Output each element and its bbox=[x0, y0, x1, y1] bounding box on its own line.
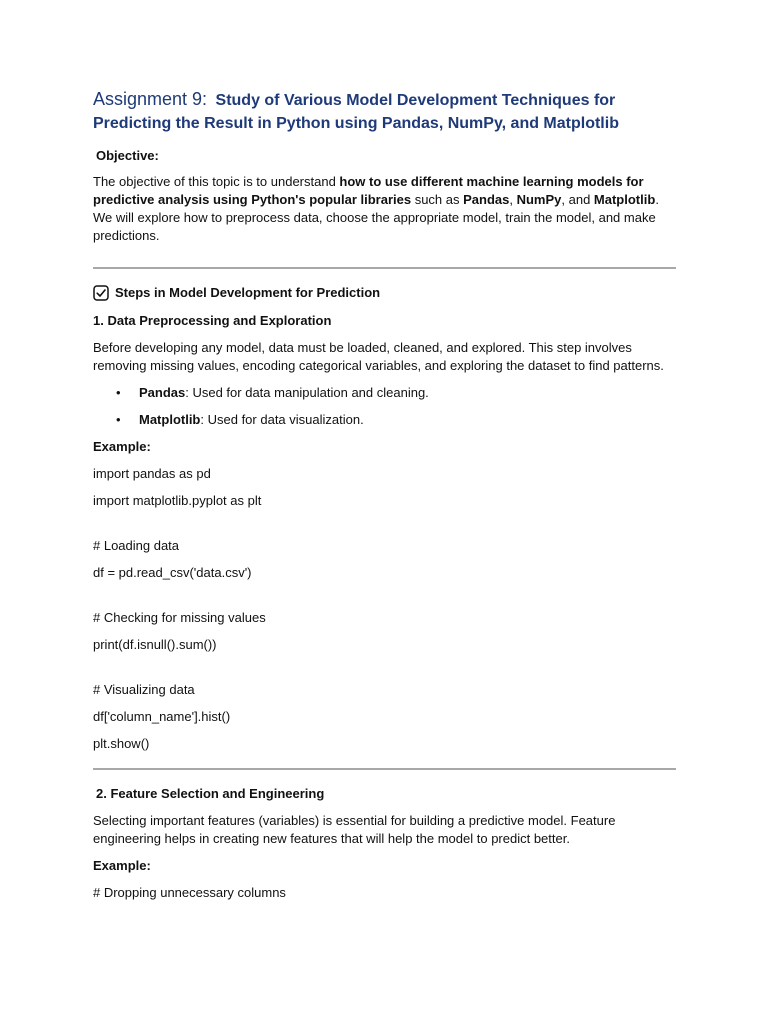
objective-text-3: . We will explore how to preprocess data, choose the appropriate model, train the model, and make predictions. bbox=[93, 192, 659, 243]
section-2-heading: 2. Feature Selection and Engineering bbox=[96, 786, 325, 801]
library-list bbox=[93, 384, 676, 429]
code-comment: # Dropping unnecessary columns bbox=[93, 885, 286, 900]
list-item-term: Matplotlib bbox=[139, 412, 201, 427]
code-line: df['column_name'].hist() bbox=[93, 709, 231, 724]
document-page bbox=[93, 88, 676, 911]
bullet-dot: • bbox=[116, 412, 121, 427]
code-line: print(df.isnull().sum()) bbox=[93, 637, 217, 652]
section-1-heading: 1. Data Preprocessing and Exploration bbox=[93, 313, 332, 328]
code-line: df = pd.read_csv('data.csv') bbox=[93, 565, 252, 580]
library-matplotlib: Matplotlib bbox=[593, 192, 656, 207]
blank-line bbox=[93, 663, 676, 681]
section-2-body: Selecting important features (variables) is essential for building a predictive model. Feature engineering helps in creating new features that will help the model to predict better. bbox=[93, 813, 616, 846]
list-item bbox=[93, 384, 676, 402]
assignment-number: Assignment 9: bbox=[93, 89, 208, 109]
title-line-1: Study of Various Model Development Techniques for bbox=[215, 92, 616, 109]
bullet-dot: • bbox=[116, 385, 121, 400]
checkbox-icon bbox=[93, 285, 109, 301]
example-label: Example: bbox=[93, 439, 151, 454]
code-comment: # Loading data bbox=[93, 538, 180, 553]
code-line: plt.show() bbox=[93, 736, 150, 751]
library-numpy: NumPy bbox=[516, 192, 562, 207]
title-line-2: Predicting the Result in Python using Pandas, NumPy, and Matplotlib bbox=[93, 115, 619, 132]
code-block bbox=[93, 465, 676, 753]
steps-heading bbox=[93, 284, 676, 302]
objective-sep-1: , bbox=[509, 192, 517, 207]
code-line: import matplotlib.pyplot as plt bbox=[93, 493, 262, 508]
library-pandas: Pandas bbox=[463, 192, 510, 207]
divider bbox=[93, 267, 676, 269]
code-line: import pandas as pd bbox=[93, 466, 211, 481]
objective-text-1: The objective of this topic is to understand bbox=[93, 174, 340, 189]
list-item-text: : Used for data manipulation and cleaning. bbox=[185, 385, 429, 400]
code-comment: # Checking for missing values bbox=[93, 610, 266, 625]
example-label: Example: bbox=[93, 858, 151, 873]
list-item-term: Pandas bbox=[139, 385, 186, 400]
list-item-text: : Used for data visualization. bbox=[200, 412, 364, 427]
objective-sep-2: , and bbox=[561, 192, 594, 207]
objective-paragraph bbox=[93, 173, 676, 245]
divider bbox=[93, 768, 676, 770]
list-item bbox=[93, 411, 676, 429]
section-1-body: Before developing any model, data must be loaded, cleaned, and explored. This step involves removing missing values, encoding categorical variables, and exploring the dataset to find patterns. bbox=[93, 340, 664, 373]
assignment-title bbox=[93, 88, 676, 135]
objective-text-2: such as bbox=[411, 192, 464, 207]
objective-label: Objective: bbox=[96, 148, 159, 163]
code-comment: # Visualizing data bbox=[93, 682, 195, 697]
objective-bold-text: how to use different machine learning models for predictive analysis using Python's popular libraries bbox=[93, 174, 644, 207]
blank-line bbox=[93, 519, 676, 537]
blank-line bbox=[93, 591, 676, 609]
steps-heading-text: Steps in Model Development for Prediction bbox=[115, 285, 381, 300]
